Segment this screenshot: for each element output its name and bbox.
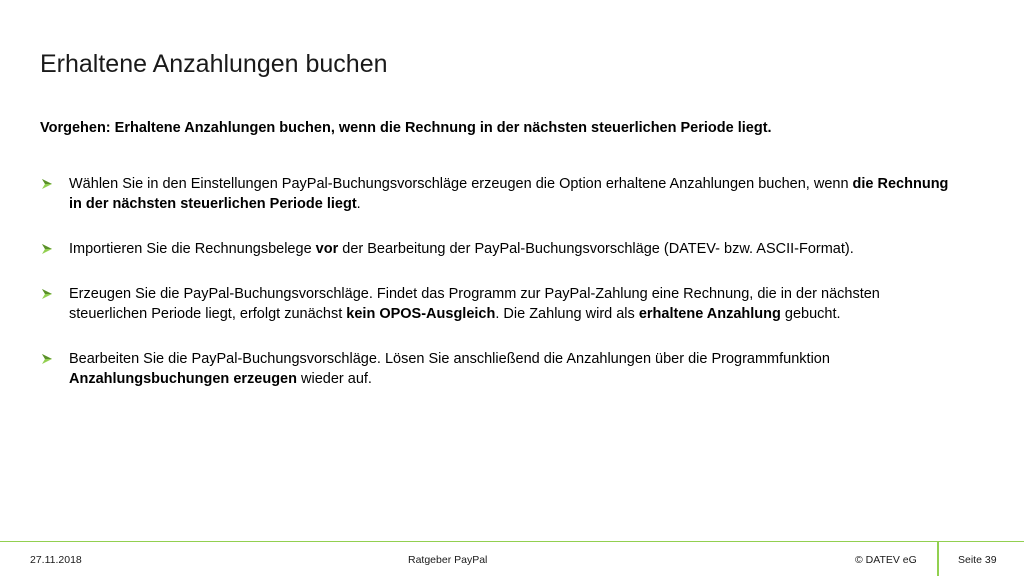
bullet-emphasis: Anzahlungsbuchungen erzeugen [69,371,297,387]
bullet-item [40,174,960,214]
bullet-item [40,349,960,389]
footer-divider-line [0,541,1024,542]
arrow-bullet-icon [40,242,54,256]
footer-title: Ratgeber PayPal [408,554,488,566]
bullet-text: Erzeugen Sie die PayPal-Buchungsvorschläge. Findet das Programm zur PayPal-Zahlung eine Rechnung, die in der nächsten steuerlichen Periode liegt, erfolgt zunächst [69,286,880,322]
footer-copyright: © DATEV eG [855,554,917,566]
bullet-text: wieder auf. [296,371,372,387]
bullet-emphasis: erhaltene Anzahlung [638,306,781,322]
bullet-item [40,284,960,324]
bullet-text: Bearbeiten Sie die PayPal-Buchungsvorschläge. Lösen Sie anschließend die Anzahlungen über die Programmfunktion [69,351,830,367]
footer-vertical-divider [937,541,939,576]
bullet-emphasis: die Rechnung in der nächsten steuerlichen Periode liegt [69,176,949,212]
bullet-text: . Die Zahlung wird als [495,306,639,322]
footer-page-number: Seite 39 [958,554,997,566]
subtitle: Vorgehen: Erhaltene Anzahlungen buchen, wenn die Rechnung in der nächsten steuerlichen Periode liegt. [40,120,772,136]
arrow-bullet-icon [40,177,54,191]
bullet-text: Importieren Sie die Rechnungsbelege [69,241,316,257]
bullet-item [40,239,960,259]
bullet-list [40,174,960,414]
page-title: Erhaltene Anzahlungen buchen [40,50,388,78]
bullet-text: gebucht. [780,306,841,322]
bullet-text: Wählen Sie in den Einstellungen PayPal-Buchungsvorschläge erzeugen die Option erhaltene Anzahlungen buchen, wenn [69,176,853,192]
bullet-text: . [356,196,361,212]
arrow-bullet-icon [40,352,54,366]
bullet-emphasis: kein OPOS-Ausgleich [346,306,496,322]
bullet-text: der Bearbeitung der PayPal-Buchungsvorschläge (DATEV- bzw. ASCII-Format). [338,241,854,257]
footer-date: 27.11.2018 [30,554,82,566]
bullet-emphasis: vor [315,241,339,257]
arrow-bullet-icon [40,287,54,301]
